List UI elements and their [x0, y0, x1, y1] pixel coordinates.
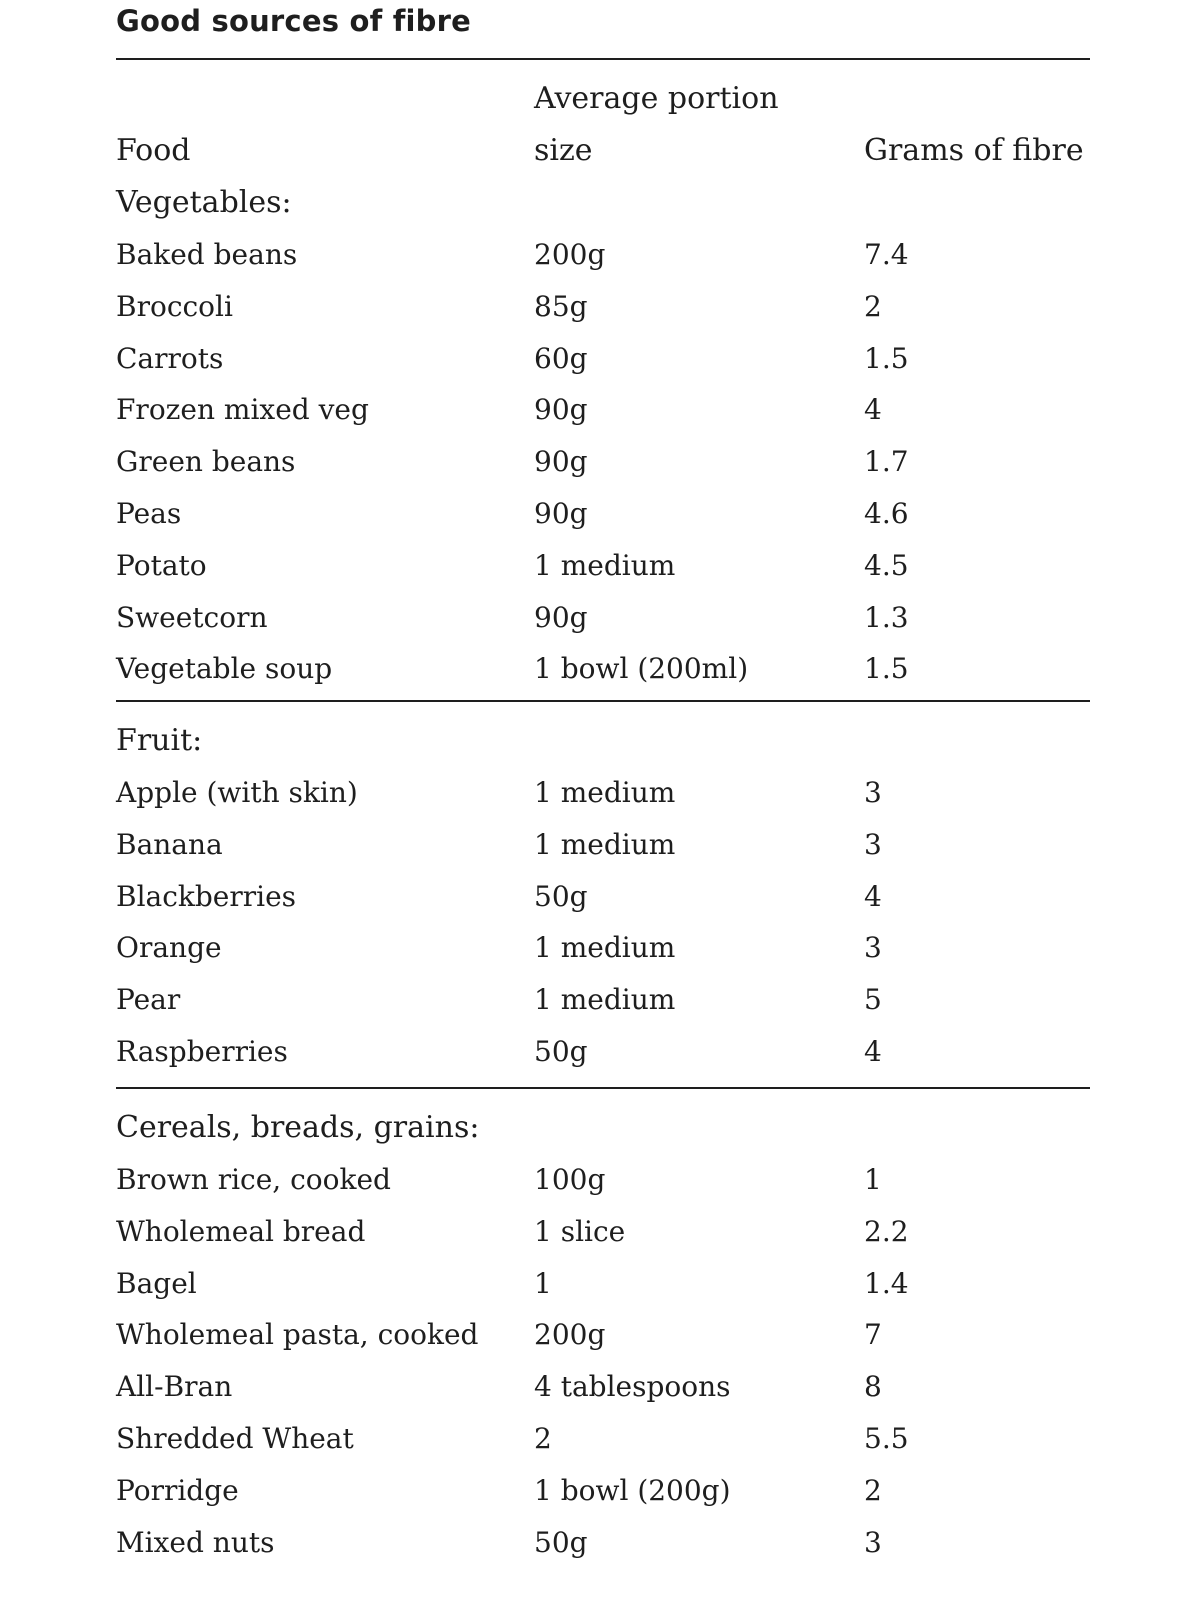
food-name: Sweetcorn	[116, 601, 268, 634]
fibre-grams: 3	[864, 828, 882, 861]
food-name: Broccoli	[116, 290, 233, 323]
food-name: Bagel	[116, 1267, 197, 1300]
food-name: Mixed nuts	[116, 1526, 275, 1559]
portion-size: 100g	[534, 1163, 606, 1196]
food-name: Carrots	[116, 342, 224, 375]
food-name: Peas	[116, 497, 182, 530]
fibre-grams: 4	[864, 1035, 882, 1068]
fibre-grams: 5	[864, 983, 882, 1016]
portion-size: 4 tablespoons	[534, 1370, 731, 1403]
section-divider	[116, 1087, 1090, 1089]
portion-size: 90g	[534, 393, 588, 426]
portion-size: 90g	[534, 497, 588, 530]
fibre-grams: 3	[864, 776, 882, 809]
food-name: Blackberries	[116, 880, 297, 913]
portion-size: 60g	[534, 342, 588, 375]
fibre-grams: 8	[864, 1370, 882, 1403]
food-name: Wholemeal bread	[116, 1215, 366, 1248]
table-title: Good sources of fibre	[116, 4, 471, 38]
fibre-grams: 4.5	[864, 549, 909, 582]
food-name: Pear	[116, 983, 181, 1016]
food-name: Apple (with skin)	[116, 776, 358, 809]
food-name: Potato	[116, 549, 207, 582]
portion-size: 1 slice	[534, 1215, 626, 1248]
portion-size: 90g	[534, 445, 588, 478]
portion-size: 90g	[534, 601, 588, 634]
portion-size: 1 medium	[534, 776, 676, 809]
food-name: Shredded Wheat	[116, 1422, 354, 1455]
portion-size: 1 medium	[534, 931, 676, 964]
food-name: Raspberries	[116, 1035, 288, 1068]
portion-size: 1 medium	[534, 549, 676, 582]
food-name: Brown rice, cooked	[116, 1163, 391, 1196]
food-name: Banana	[116, 828, 223, 861]
portion-size: 1 medium	[534, 828, 676, 861]
fibre-grams: 4	[864, 393, 882, 426]
portion-size: 200g	[534, 238, 606, 271]
food-name: Wholemeal pasta, cooked	[116, 1318, 479, 1351]
portion-size: 50g	[534, 880, 588, 913]
section-divider	[116, 700, 1090, 702]
header-fibre: Grams of fibre	[864, 133, 1084, 168]
food-name: Vegetable soup	[116, 652, 333, 685]
header-food: Food	[116, 133, 191, 168]
header-portion-line2: size	[534, 133, 593, 168]
fibre-grams: 3	[864, 1526, 882, 1559]
section-heading: Fruit:	[116, 723, 203, 758]
portion-size: 200g	[534, 1318, 606, 1351]
food-name: Porridge	[116, 1474, 239, 1507]
fibre-grams: 4	[864, 880, 882, 913]
header-portion-line1: Average portion	[534, 81, 779, 116]
portion-size: 1 medium	[534, 983, 676, 1016]
portion-size: 50g	[534, 1526, 588, 1559]
top-rule	[116, 58, 1090, 60]
portion-size: 1	[534, 1267, 552, 1300]
fibre-grams: 1.3	[864, 601, 909, 634]
section-heading: Vegetables:	[116, 185, 292, 220]
portion-size: 85g	[534, 290, 588, 323]
food-name: All-Bran	[116, 1370, 233, 1403]
fibre-grams: 2	[864, 1474, 882, 1507]
food-name: Baked beans	[116, 238, 298, 271]
fibre-grams: 1.7	[864, 445, 909, 478]
fibre-grams: 2	[864, 290, 882, 323]
fibre-grams: 7.4	[864, 238, 909, 271]
portion-size: 2	[534, 1422, 552, 1455]
fibre-grams: 1	[864, 1163, 882, 1196]
fibre-grams: 1.5	[864, 652, 909, 685]
portion-size: 1 bowl (200g)	[534, 1474, 731, 1507]
fibre-grams: 1.5	[864, 342, 909, 375]
fibre-grams: 7	[864, 1318, 882, 1351]
fibre-grams: 5.5	[864, 1422, 909, 1455]
fibre-grams: 3	[864, 931, 882, 964]
food-name: Green beans	[116, 445, 296, 478]
portion-size: 50g	[534, 1035, 588, 1068]
section-heading: Cereals, breads, grains:	[116, 1110, 480, 1145]
fibre-grams: 1.4	[864, 1267, 909, 1300]
food-name: Orange	[116, 931, 222, 964]
portion-size: 1 bowl (200ml)	[534, 652, 749, 685]
fibre-grams: 2.2	[864, 1215, 909, 1248]
food-name: Frozen mixed veg	[116, 393, 369, 426]
fibre-grams: 4.6	[864, 497, 909, 530]
